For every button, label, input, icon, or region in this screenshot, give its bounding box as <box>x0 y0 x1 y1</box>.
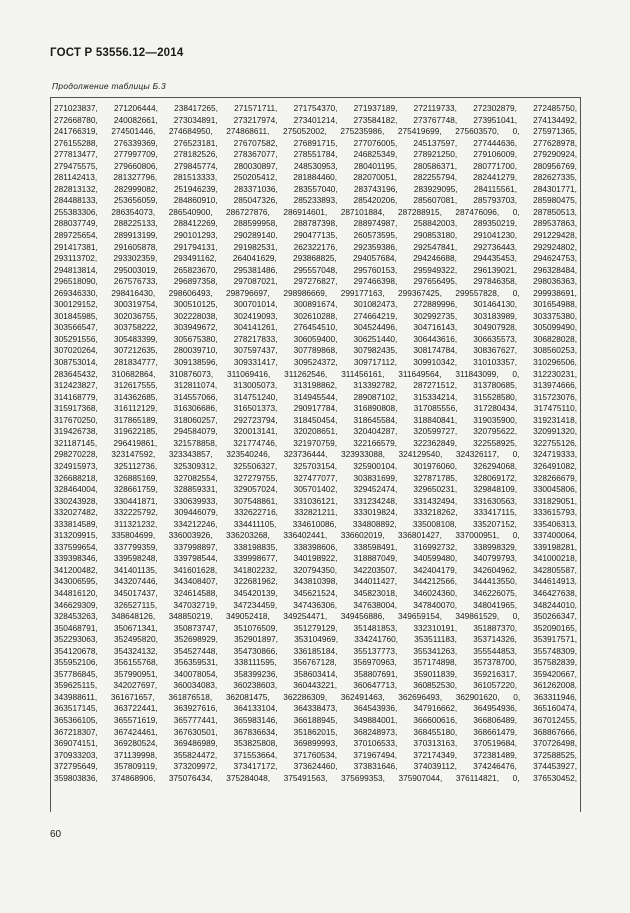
table-text-line: 324915973, 325112736, 325309312, 325506327, 325703154, 325900104, 301976060, 326294068, 326491082, <box>54 460 577 471</box>
table-text-line: 284488133, 253656059, 284860910, 285047326, 285233893, 285420206, 285607081, 285793703, 285980475, <box>54 195 577 206</box>
number-table-body <box>54 103 577 784</box>
table-text-line: 343988611, 361671657, 361876518, 362081475, 362286309, 362491463, 362696493, 362901620, 0, 363311946, <box>54 691 577 702</box>
table-text-line: 343006595, 343207446, 343408407, 322681962, 343810398, 344011427, 344212566, 344413550, 344614913, <box>54 576 577 587</box>
page-number: 60 <box>50 829 62 840</box>
table-text-line: 326688218, 326885169, 327082554, 327279755, 327477077, 303831699, 327871785, 328069172, 328266679, <box>54 472 577 483</box>
table-text-line: 281142413, 281327796, 281513333, 250205412, 281884460, 282070051, 282255794, 282441279, 282627335, <box>54 172 577 183</box>
table-text-line: 282813132, 282999082, 251946239, 283371036, 283557040, 283743196, 283929095, 284115561, 284301771, <box>54 183 577 194</box>
table-text-line: 277813477, 277997709, 278182526, 278367077, 278551784, 246825349, 278921250, 279106009, 279290924, <box>54 149 577 160</box>
table-text-line: 307020264, 307212635, 280039710, 307597437, 307789868, 307982435, 308174784, 308367627, 308560253, <box>54 345 577 356</box>
table-text-line: 276155288, 276339369, 276523181, 276707582, 276891715, 277076005, 245137597, 277444636, 277628978, <box>54 137 577 148</box>
table-text-line: 294813814, 295003019, 265823670, 295381486, 295557048, 295760153, 295949322, 296139021, 296328484, <box>54 264 577 275</box>
table-text-line: 303566547, 303758222, 303949672, 304141261, 276454510, 304524496, 304716143, 304907928, 305099490, <box>54 322 577 333</box>
table-text-line: 341200482, 341401135, 341601628, 341802232, 320794350, 342203507, 342404179, 342604962, 342805587, <box>54 564 577 575</box>
table-text-line: 291417381, 291605878, 291794131, 291982531, 262322176, 292359386, 292547841, 292736443, 292924802, <box>54 241 577 252</box>
table-text-line: 328464004, 328661759, 328859331, 329057024, 305701402, 329452474, 329650231, 329848109, 330045806, <box>54 484 577 495</box>
table-text-line: 357786845, 357990951, 340078054, 358399236, 358603414, 358807691, 359011839, 359216317, 359420667, <box>54 668 577 679</box>
table-right-rule <box>580 97 581 812</box>
table-text-line: 298270228, 323147592, 323343857, 323540246, 323736444, 323933088, 324129540, 324326117, 0, 324719333, <box>54 449 577 460</box>
table-text-line: 321187145, 296419861, 321578858, 321774746, 321970759, 322166579, 322362849, 322558925, 322755126, <box>54 437 577 448</box>
table-text-line: 301845985, 302036755, 302228038, 302419093, 302610288, 274664219, 302992735, 303183989, 303375380, <box>54 310 577 321</box>
table-text-line: 289725654, 289913199, 290101293, 290289140, 290477135, 260573595, 290853180, 291041230, 291229428, <box>54 230 577 241</box>
table-text-line: 354120678, 354324132, 354527448, 354730866, 336185184, 355137773, 355341263, 355544853, 355748309, <box>54 645 577 656</box>
table-text-line: 269346330, 298416430, 298606493, 298796697, 298986669, 299177163, 299367425, 299557828, 0, 299938691, <box>54 287 577 298</box>
table-text-line: 308753014, 281834777, 309138596, 309331417, 309524372, 309717112, 309910342, 310103357, 310296506, <box>54 357 577 368</box>
table-text-line: 337599654, 337799359, 337998897, 338198835, 338398606, 338598491, 316992732, 338998329, 339198281, <box>54 541 577 552</box>
table-text-line: 317670250, 317865189, 318060257, 292723794, 318450454, 318645584, 318840841, 319035900, 319231418, <box>54 414 577 425</box>
table-text-line: 367218307, 367424461, 367630501, 367836634, 351862015, 368248973, 368455180, 368661479, 368867666, <box>54 726 577 737</box>
table-continuation-caption: Продолжение таблицы Б.3 <box>52 81 166 91</box>
table-text-line: 346629309, 326527115, 347032719, 347234459, 347436306, 347638004, 347840070, 348041965, 348244010, <box>54 599 577 610</box>
table-text-line: 328453263, 348648126, 348850219, 349052418, 349254471, 349456886, 349659154, 349861529, 0, 350266347, <box>54 611 577 622</box>
table-text-line: 365366105, 365571619, 365777441, 365983146, 366188945, 349884001, 366600616, 366806489, 367012455, <box>54 714 577 725</box>
table-text-line: 370933203, 371139998, 355824472, 371553664, 371760534, 371967494, 372174349, 372381489, 372588525, <box>54 749 577 760</box>
table-text-line: 339398346, 339598248, 339798544, 339998677, 340198922, 318887049, 340599480, 340799793, 341000218, <box>54 553 577 564</box>
table-top-rule <box>50 97 580 98</box>
document-header: ГОСТ Р 53556.12—2014 <box>50 47 184 59</box>
table-text-line: 271023837, 271206444, 238417265, 271571711, 271754370, 271937189, 272119733, 272302879, 272485750, <box>54 103 577 113</box>
table-text-line: 241766319, 274501446, 274684950, 274868611, 275052002, 275235986, 275419699, 275603570, 0, 275971365, <box>54 126 577 137</box>
table-text-line: 372795649, 357809119, 373209972, 373417172, 373624460, 373831646, 374039112, 374246476, 374453927, <box>54 761 577 772</box>
table-text-line: 293113702, 293302359, 293491162, 264041629, 293868825, 294057684, 294246688, 294435453, 294624753, <box>54 253 577 264</box>
table-text-line: 296518090, 267576733, 296897358, 297087021, 297276827, 297466398, 297656495, 297846358, 298036363, <box>54 276 577 287</box>
table-text-line: 300129152, 300319754, 300510125, 300701014, 300891674, 301082473, 272889996, 301464130, 301654988, <box>54 299 577 310</box>
table-text-line: 288037749, 288225133, 288412269, 288599958, 288787398, 288974987, 258842003, 289350219, 289537863, <box>54 218 577 229</box>
table-text-line: 255383306, 286354073, 286540900, 286727876, 286914601, 287101884, 287288915, 287476096, 0, 287850513, <box>54 206 577 217</box>
table-text-line: 332027482, 332225792, 309446079, 332622716, 332821211, 333019824, 333218262, 333417115, 333615793, <box>54 507 577 518</box>
table-left-rule <box>50 97 51 812</box>
table-text-line: 350468791, 350671341, 350873747, 351076509, 351279129, 351481853, 332310191, 351887370, 352090165, <box>54 622 577 633</box>
table-text-line: 313209915, 335804699, 336003926, 336203268, 336402441, 336602019, 336801427, 337000951, 0, 337400064, <box>54 530 577 541</box>
table-text-line: 319426738, 319622185, 294584079, 320013141, 320208651, 320404287, 320599727, 320795622, 320991320, <box>54 426 577 437</box>
table-text-line: 283645432, 310682864, 310876073, 311069416, 311262546, 311456161, 311649564, 311843099, 0, 312230231, <box>54 368 577 379</box>
table-text-line: 314168779, 314362685, 314557066, 314751240, 314945544, 289087102, 315334214, 315528580, 315723076, <box>54 391 577 402</box>
table-text-line: 369074151, 369280524, 369486989, 353825808, 369899993, 370106533, 370313163, 370519684, 370726498, <box>54 738 577 749</box>
table-text-line: 330243928, 330441871, 330639933, 307548861, 331036121, 331234248, 331432494, 331630563, 331829051, <box>54 495 577 506</box>
table-text-line: 305291556, 305483399, 305675380, 278217833, 306059400, 306251440, 306443616, 306635573, 306828028, <box>54 333 577 344</box>
table-text-line: 359803836, 374868906, 375076434, 375284048, 375491563, 375699353, 375907044, 376114821, 0, 376530452, <box>54 772 577 783</box>
table-text-line: 359625115, 342027697, 360034083, 360238603, 360443221, 360647713, 360852530, 361057220, 361262008, <box>54 680 577 691</box>
table-text-line: 363517145, 363722441, 363927616, 364133104, 364338473, 364543936, 347916662, 364954936, 365160474, <box>54 703 577 714</box>
table-text-line: 352293063, 352495820, 352698929, 352901897, 353104969, 334241760, 353511183, 353714326, 353917571, <box>54 634 577 645</box>
table-text-line: 272668780, 240082661, 273034891, 273217974, 273401214, 273584182, 273767748, 273951041, 274134492, <box>54 114 577 125</box>
table-text-line: 315917368, 316112129, 316306686, 316501373, 290917784, 316890808, 317085556, 317280434, 317475110, <box>54 403 577 414</box>
table-text-line: 279475575, 279660806, 279845774, 280030897, 248530953, 280401195, 280586371, 280771700, 280956769, <box>54 160 577 171</box>
table-text-line: 333814589, 311321232, 334212246, 334411105, 334610086, 334808892, 335008108, 335207152, 335406313, <box>54 518 577 529</box>
table-text-line: 344816120, 345017437, 324614588, 345420139, 345621524, 345823018, 346024360, 346226075, 346427638, <box>54 587 577 598</box>
table-text-line: 312423827, 312617555, 312811074, 313005073, 313198862, 313392782, 287271512, 313780685, 313974666, <box>54 380 577 391</box>
table-text-line: 355952106, 356155768, 356359531, 338111595, 356767128, 356970963, 357174898, 357378700, 357582839, <box>54 657 577 668</box>
